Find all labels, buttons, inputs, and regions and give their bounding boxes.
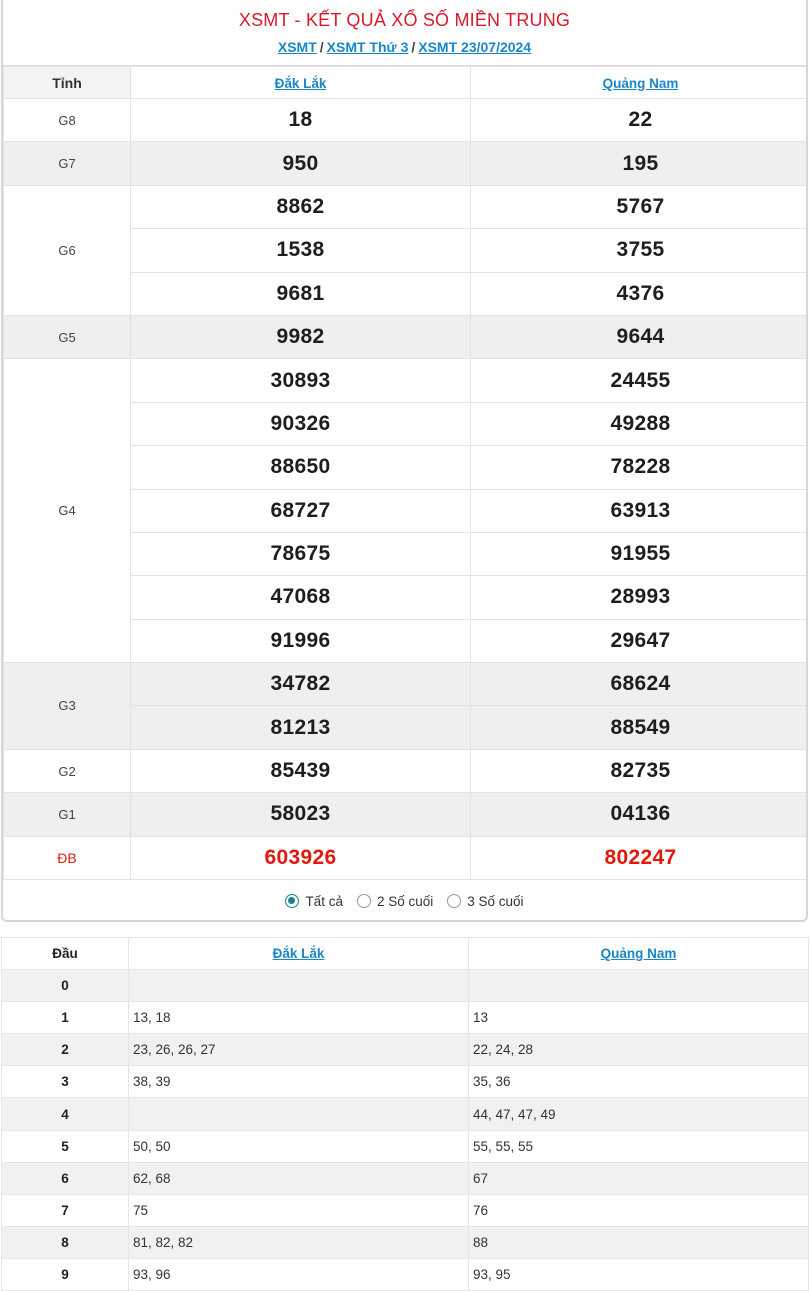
- prize-label: ĐB: [4, 836, 131, 879]
- province-header-cell: [471, 67, 809, 99]
- dau-row: [2, 1066, 809, 1098]
- prize-number: 88650: [131, 446, 471, 489]
- prize-number: 82735: [471, 749, 809, 792]
- dau-values: 55, 55, 55: [469, 1130, 809, 1162]
- prize-number: 63913: [471, 489, 809, 532]
- prize-row: [4, 315, 809, 358]
- radio-button-icon[interactable]: [285, 894, 299, 908]
- filter-option[interactable]: [285, 894, 343, 909]
- special-prize-number: 603926: [131, 836, 471, 879]
- breadcrumb-date-link[interactable]: XSMT 23/07/2024: [418, 39, 532, 55]
- dau-row: [2, 1226, 809, 1258]
- dau-digit: 3: [2, 1066, 129, 1098]
- dau-values: 23, 26, 26, 27: [129, 1034, 469, 1066]
- province-link[interactable]: Đắk Lắk: [274, 75, 327, 91]
- dau-values: 76: [469, 1194, 809, 1226]
- dau-table: [1, 937, 809, 1291]
- prize-row: [4, 793, 809, 836]
- dau-digit: 7: [2, 1194, 129, 1226]
- dau-values: [469, 970, 809, 1002]
- breadcrumb-separator: /: [319, 39, 324, 55]
- prize-number: 29647: [471, 619, 809, 662]
- prize-number: 68727: [131, 489, 471, 532]
- prize-number: 81213: [131, 706, 471, 749]
- dau-row: [2, 1194, 809, 1226]
- prize-number: 49288: [471, 402, 809, 445]
- province-column-header: Tỉnh: [4, 67, 131, 99]
- prize-row: [4, 836, 809, 879]
- prize-label: G2: [4, 749, 131, 792]
- dau-values: 62, 68: [129, 1162, 469, 1194]
- prize-number: 1538: [131, 229, 471, 272]
- prize-number: 18: [131, 99, 471, 142]
- prize-number: 24455: [471, 359, 809, 402]
- prize-number: 8862: [131, 185, 471, 228]
- dau-values: 81, 82, 82: [129, 1226, 469, 1258]
- province-link[interactable]: Quảng Nam: [600, 946, 677, 962]
- province-header-cell: [131, 67, 471, 99]
- result-table: [3, 66, 808, 880]
- prize-number: 68624: [471, 663, 809, 706]
- breadcrumb-xsmt-link[interactable]: XSMT: [277, 39, 317, 55]
- prize-number: 3755: [471, 229, 809, 272]
- prize-row: [4, 185, 809, 228]
- prize-number: 9644: [471, 315, 809, 358]
- dau-row: [2, 1162, 809, 1194]
- dau-digit: 1: [2, 1002, 129, 1034]
- prize-label: G3: [4, 663, 131, 750]
- prize-number: 04136: [471, 793, 809, 836]
- prize-number: 58023: [131, 793, 471, 836]
- prize-number: 195: [471, 142, 809, 185]
- prize-label: G8: [4, 99, 131, 142]
- dau-values: 38, 39: [129, 1066, 469, 1098]
- breadcrumb-weekday-link[interactable]: XSMT Thứ 3: [326, 39, 409, 55]
- prize-number: 28993: [471, 576, 809, 619]
- dau-values: 93, 95: [469, 1258, 809, 1290]
- filter-option-label: 3 Số cuối: [467, 893, 524, 909]
- dau-row: [2, 1130, 809, 1162]
- prize-label: G7: [4, 142, 131, 185]
- prize-number: 5767: [471, 185, 809, 228]
- dau-header-row: [2, 938, 809, 970]
- result-header: [3, 0, 806, 66]
- dau-digit: 5: [2, 1130, 129, 1162]
- province-header-cell: [129, 938, 469, 970]
- prize-row: [4, 749, 809, 792]
- prize-number: 34782: [131, 663, 471, 706]
- dau-row: [2, 1034, 809, 1066]
- dau-row: [2, 1002, 809, 1034]
- prize-row: [4, 359, 809, 402]
- dau-values: [129, 970, 469, 1002]
- radio-button-icon[interactable]: [357, 894, 371, 908]
- dau-row: [2, 1098, 809, 1130]
- dau-values: 88: [469, 1226, 809, 1258]
- prize-number: 91996: [131, 619, 471, 662]
- dau-values: 22, 24, 28: [469, 1034, 809, 1066]
- dau-digit: 4: [2, 1098, 129, 1130]
- prize-number: 30893: [131, 359, 471, 402]
- dau-column-header: Đầu: [2, 938, 129, 970]
- dau-values: [129, 1098, 469, 1130]
- prize-label: G1: [4, 793, 131, 836]
- province-link[interactable]: Quảng Nam: [602, 75, 679, 91]
- prize-number: 88549: [471, 706, 809, 749]
- result-card: [1, 0, 808, 922]
- digit-filter: [3, 880, 806, 922]
- result-header-row: [4, 67, 809, 99]
- dau-values: 93, 96: [129, 1258, 469, 1290]
- dau-values: 75: [129, 1194, 469, 1226]
- prize-label: G5: [4, 315, 131, 358]
- filter-option-label: Tất cả: [305, 893, 343, 909]
- prize-number: 47068: [131, 576, 471, 619]
- prize-number: 22: [471, 99, 809, 142]
- filter-option[interactable]: [447, 894, 523, 909]
- prize-number: 950: [131, 142, 471, 185]
- province-header-cell: [469, 938, 809, 970]
- prize-label: G4: [4, 359, 131, 663]
- prize-row: [4, 142, 809, 185]
- prize-number: 9681: [131, 272, 471, 315]
- dau-values: 67: [469, 1162, 809, 1194]
- breadcrumb: [3, 31, 806, 55]
- prize-row: [4, 663, 809, 706]
- page-title: XSMT - KẾT QUẢ XỔ SỐ MIỀN TRUNG: [238, 10, 571, 30]
- breadcrumb-separator: /: [411, 39, 416, 55]
- prize-number: 85439: [131, 749, 471, 792]
- prize-row: [4, 99, 809, 142]
- filter-option[interactable]: [357, 894, 433, 909]
- dau-values: 13: [469, 1002, 809, 1034]
- province-link[interactable]: Đắk Lắk: [272, 946, 325, 962]
- special-prize-number: 802247: [471, 836, 809, 879]
- prize-number: 4376: [471, 272, 809, 315]
- dau-row: [2, 1258, 809, 1290]
- dau-digit: 9: [2, 1258, 129, 1290]
- prize-number: 78228: [471, 446, 809, 489]
- dau-values: 13, 18: [129, 1002, 469, 1034]
- dau-digit: 8: [2, 1226, 129, 1258]
- prize-number: 78675: [131, 532, 471, 575]
- dau-values: 44, 47, 47, 49: [469, 1098, 809, 1130]
- dau-digit: 6: [2, 1162, 129, 1194]
- dau-digit: 0: [2, 970, 129, 1002]
- prize-number: 90326: [131, 402, 471, 445]
- dau-values: 35, 36: [469, 1066, 809, 1098]
- prize-label: G6: [4, 185, 131, 315]
- filter-option-label: 2 Số cuối: [376, 893, 434, 909]
- dau-row: [2, 970, 809, 1002]
- dau-digit: 2: [2, 1034, 129, 1066]
- radio-button-icon[interactable]: [447, 894, 461, 908]
- prize-number: 91955: [471, 532, 809, 575]
- prize-number: 9982: [131, 315, 471, 358]
- dau-values: 50, 50: [129, 1130, 469, 1162]
